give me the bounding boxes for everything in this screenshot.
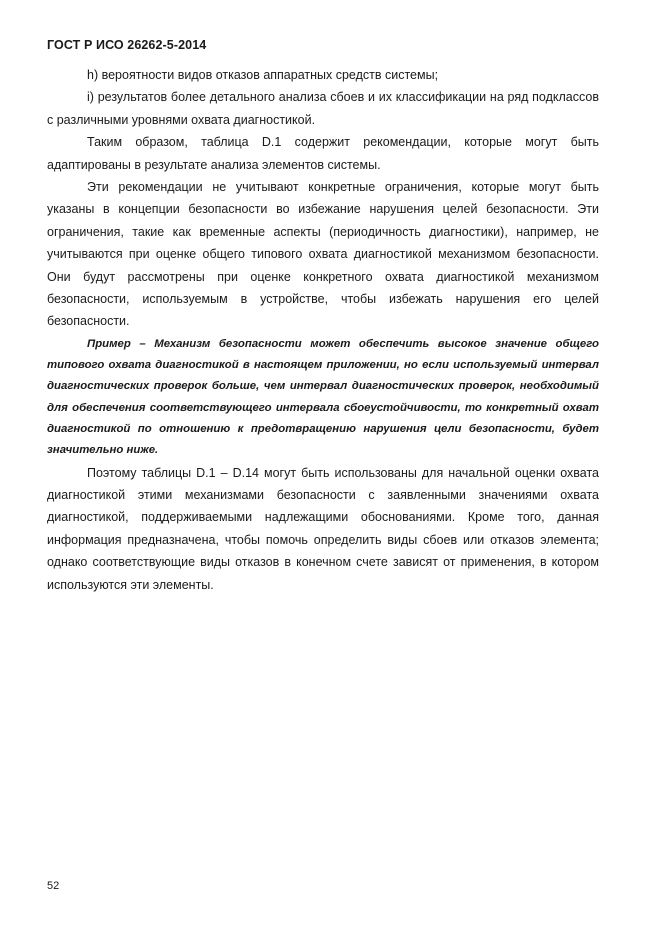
list-item-h: h) вероятности видов отказов аппаратных средств системы; <box>87 68 439 82</box>
example-note: Пример – Механизм безопасности может обеспечить высокое значение общего типового охвата диагностикой в настоящем приложении, но если используемый интервал диагностических проверок больше, чем интервал диагностических проверок, необходимый для обеспечения соответствующего интервала сбоеустойчивости, то конкретный охват диагностикой по отношению к предотвращению нарушения цели безопасности, будет значительно ниже. <box>47 337 599 457</box>
paragraph-table-d1: Таким образом, таблица D.1 содержит рекомендации, которые могут быть адаптированы в результате анализа элементов системы. <box>47 135 599 172</box>
paragraph-constraints: Эти рекомендации не учитывают конкретные ограничения, которые могут быть указаны в концепции безопасности во избежание нарушения целей безопасности. Эти ограничения, такие как временные аспекты (периодичность диагностики), например, не учитываются при оценке общего типового охвата диагностикой механизмом безопасности. Они будут рассмотрены при оценке конкретного охвата диагностикой механизмом безопасности, используемым в устройстве, чтобы избежать нарушения его целей безопасности. <box>47 180 599 329</box>
document-header: ГОСТ Р ИСО 26262-5-2014 <box>47 38 207 52</box>
document-body <box>47 64 599 596</box>
paragraph-tables-usage: Поэтому таблицы D.1 – D.14 могут быть использованы для начальной оценки охвата диагностикой этими механизмами безопасности с заявленными значениями охвата диагностикой, поддерживаемыми надлежащими обоснованиями. Кроме того, данная информация предназначена, чтобы помочь определить виды сбоев или отказов элемента; однако соответствующие виды отказов в конечном счете зависят от применения, в котором используются эти элементы. <box>47 465 599 592</box>
page-number: 52 <box>47 880 60 892</box>
list-item-i: i) результатов более детального анализа сбоев и их классификации на ряд подклассов с различными уровнями охвата диагностикой. <box>47 90 599 127</box>
